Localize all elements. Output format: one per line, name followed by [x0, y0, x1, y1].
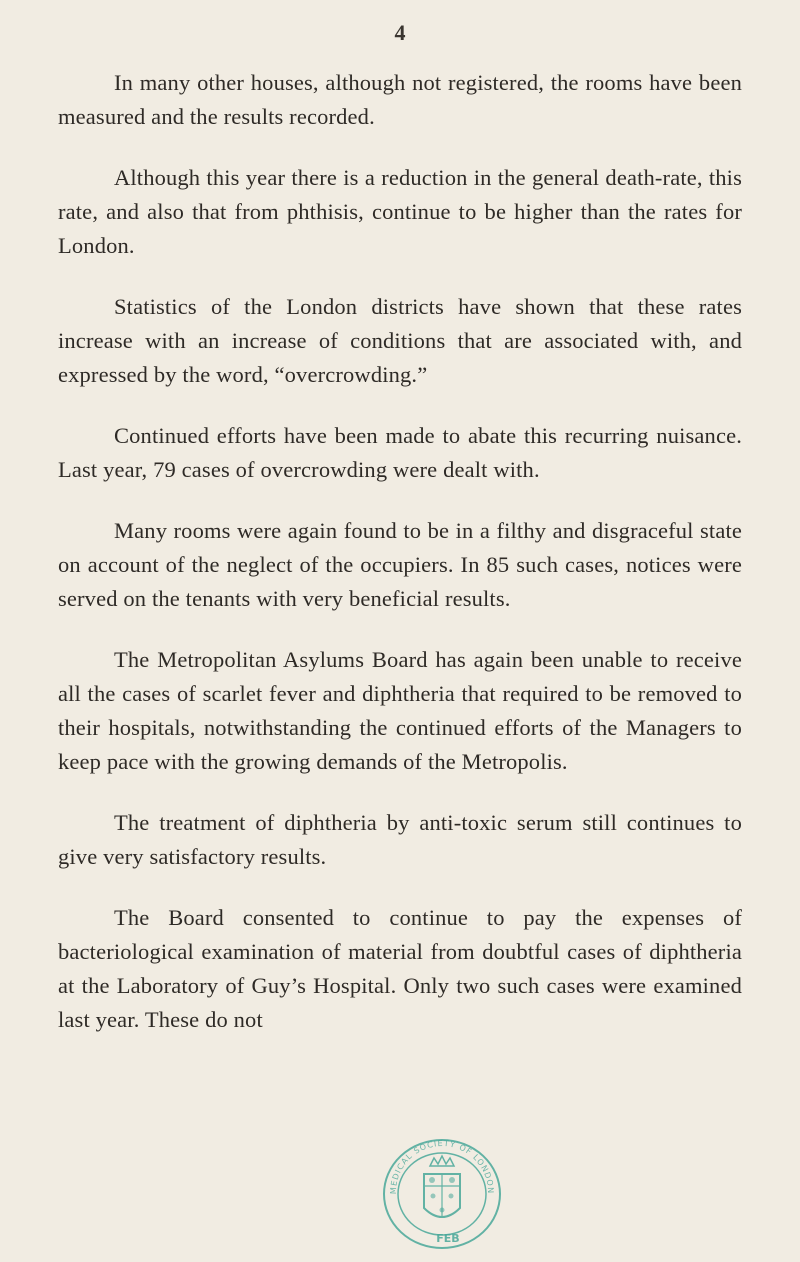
stamp-text-bottom: FEB: [436, 1232, 460, 1245]
paragraph-bacteriological-examination: The Board consented to continue to pay the expenses of bacteriological examination of material from doubtful cases of diphtheria at the Laboratory of Guy’s Hospital. Only two such cases were examined last year. These do not: [58, 905, 742, 1032]
paragraph-asylums-board: The Metropolitan Asylums Board has again been unable to receive all the cases of scarlet fever and diphtheria that required to be removed to their hospitals, notwithstanding the continued efforts of the Managers to keep pace with the growing demands of the Metropolis.: [58, 647, 742, 774]
paragraph-anti-toxic-serum: The treatment of diphtheria by anti-toxic serum still continues to give very satisfactory results.: [58, 810, 742, 869]
page-number: 4: [394, 20, 406, 45]
body-text: [58, 66, 742, 1064]
paragraph-overcrowding: Continued efforts have been made to abate this recurring nuisance. Last year, 79 cases of overcrowding were dealt with.: [58, 423, 742, 482]
stamp-text-top: MEDICAL SOCIETY OF LONDON: [388, 1138, 496, 1195]
paragraph-statistics: Statistics of the London districts have shown that these rates increase with an increase of conditions that are associated with, and expressed by the word, “overcrowding.”: [58, 294, 742, 387]
paragraph-room-measurement: In many other houses, although not registered, the rooms have been measured and the results recorded.: [58, 70, 742, 129]
paragraph-death-rate: Although this year there is a reduction in the general death-rate, this rate, and also that from phthisis, continue to be higher than the rates for London.: [58, 165, 742, 258]
library-stamp-icon: [372, 1130, 512, 1254]
paragraph-filthy-rooms: Many rooms were again found to be in a filthy and disgraceful state on account of the neglect of the occupiers. In 85 such cases, notices were served on the tenants with very beneficial results.: [58, 518, 742, 611]
